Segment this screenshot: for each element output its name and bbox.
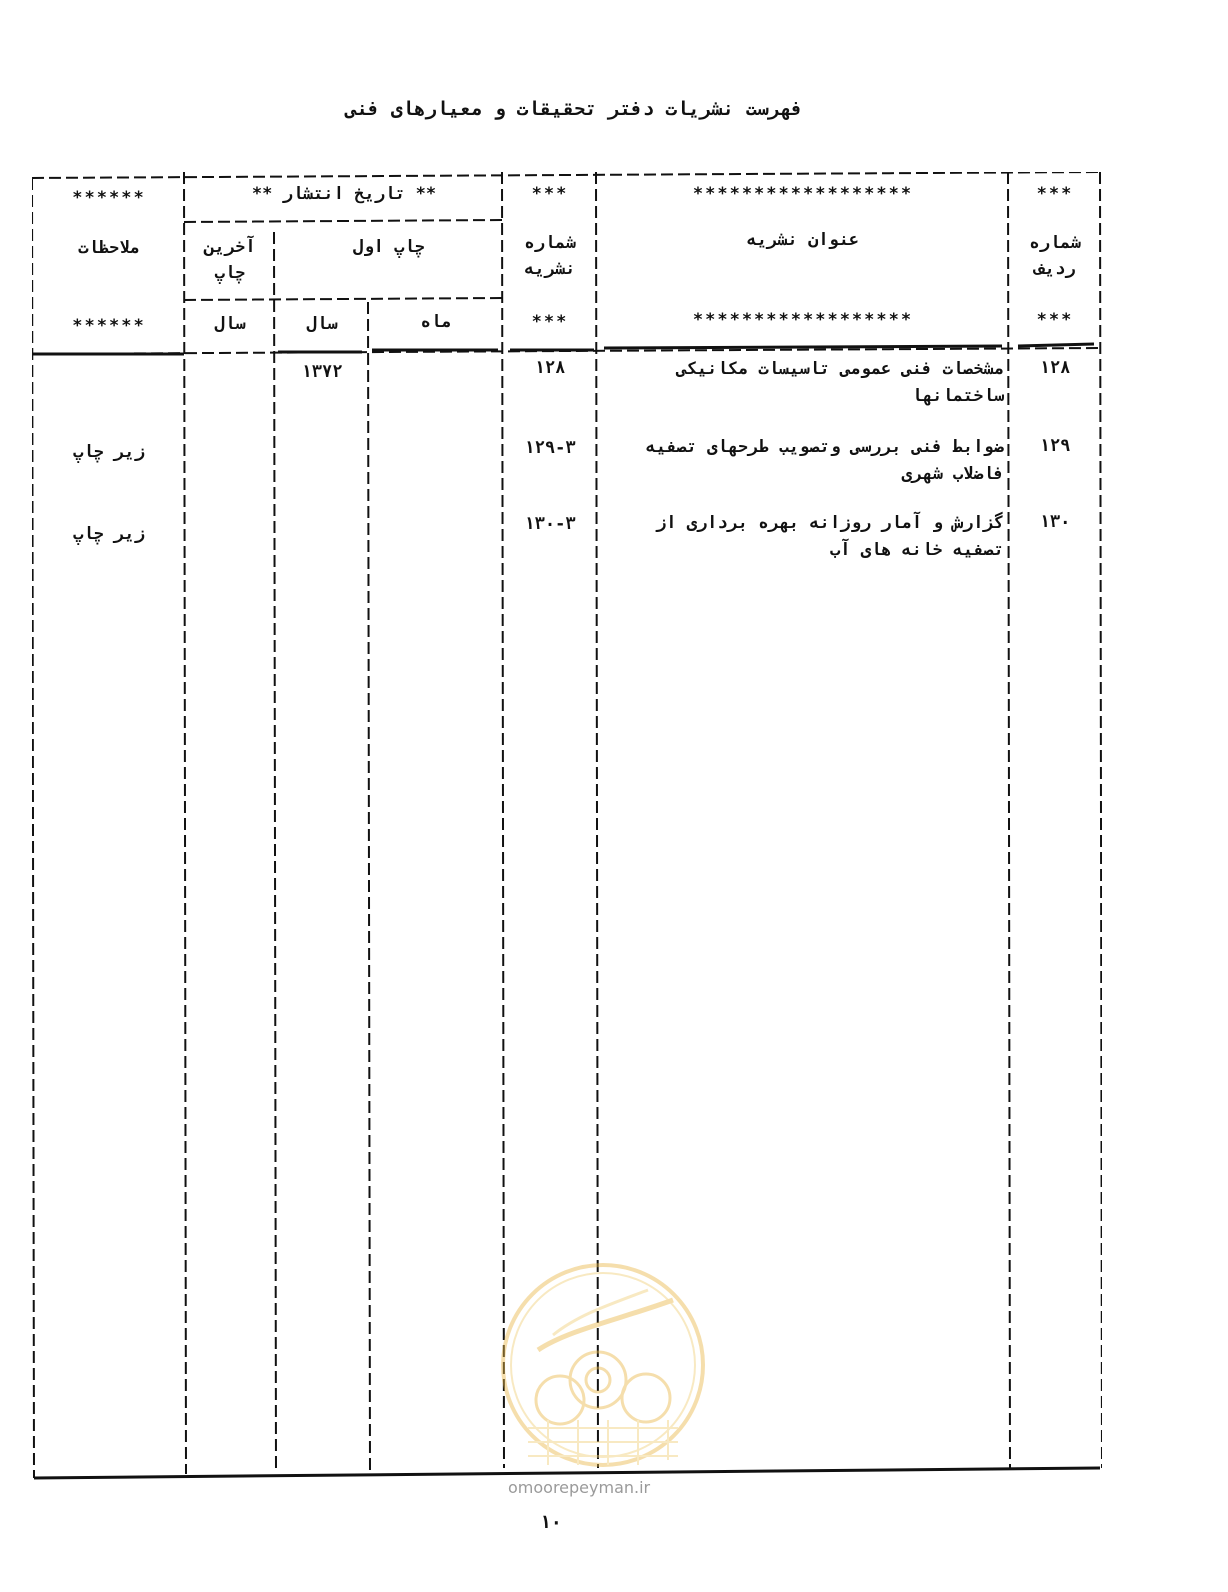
gear-icon <box>498 1260 708 1470</box>
row-number-header-stars-bottom: *** <box>1036 310 1074 330</box>
watermark-logo <box>498 1260 708 1470</box>
last-print-year-header: سال <box>214 314 246 334</box>
table-row-pub-number: ۱۲۹-۳ <box>524 438 576 458</box>
table-row-row-number: ۱۳۰ <box>1039 512 1071 532</box>
table-row-row-number: ۱۲۸ <box>1039 358 1071 378</box>
first-print-header: چاپ اول <box>353 237 425 257</box>
page-number: ۱۰ <box>540 1512 562 1533</box>
publish-date-group-header: ** تاریخ انتشار ** <box>251 184 437 204</box>
notes-header: ملاحظات <box>78 238 140 258</box>
table-row-pub-number: ۱۲۸ <box>534 358 566 378</box>
table-row-notes: زیر چاپ <box>73 524 145 544</box>
row-number-header-stars: *** <box>1036 184 1074 204</box>
pub-number-header: شماره نشریه <box>524 233 576 279</box>
notes-header-stars: ****** <box>72 188 146 208</box>
first-print-year-header: سال <box>306 314 338 334</box>
watermark-text: omoorepeyman.ir <box>508 1478 651 1497</box>
table-row-title: گزارش و آمار روزانه بهره برداری از تصفیه خانه های آب <box>656 513 1004 560</box>
table-row-title: ضوابط فنی بررسی وتصویب طرحهای تصفیه فاضلاب شهری <box>645 437 1004 484</box>
table-row-first-print-year: ۱۳۷۲ <box>301 362 343 382</box>
table-row-notes: زیر چاپ <box>73 442 145 462</box>
table-row-row-number: ۱۲۹ <box>1039 436 1071 456</box>
title-header-stars-bottom: ****************** <box>692 310 914 330</box>
month-header: ماه <box>420 312 452 332</box>
page-title: فهرست نشریات دفتر تحقیقات و معیارهای فنی <box>345 98 803 120</box>
title-header-stars: ****************** <box>692 184 914 204</box>
table-row-pub-number: ۱۳۰-۳ <box>524 514 576 534</box>
pub-number-header-stars: *** <box>531 184 569 204</box>
table-row-title: مشخصات فنی عمومی تاسیسات مکانیکی ساختمانها <box>676 359 1004 406</box>
title-header: عنوان نشریه <box>746 230 860 250</box>
pub-number-header-stars-bottom: *** <box>531 312 569 332</box>
notes-header-stars-bottom: ****** <box>72 316 146 336</box>
last-print-header: آخرین چاپ <box>204 237 256 283</box>
row-number-header: شماره ردیف <box>1029 233 1081 279</box>
